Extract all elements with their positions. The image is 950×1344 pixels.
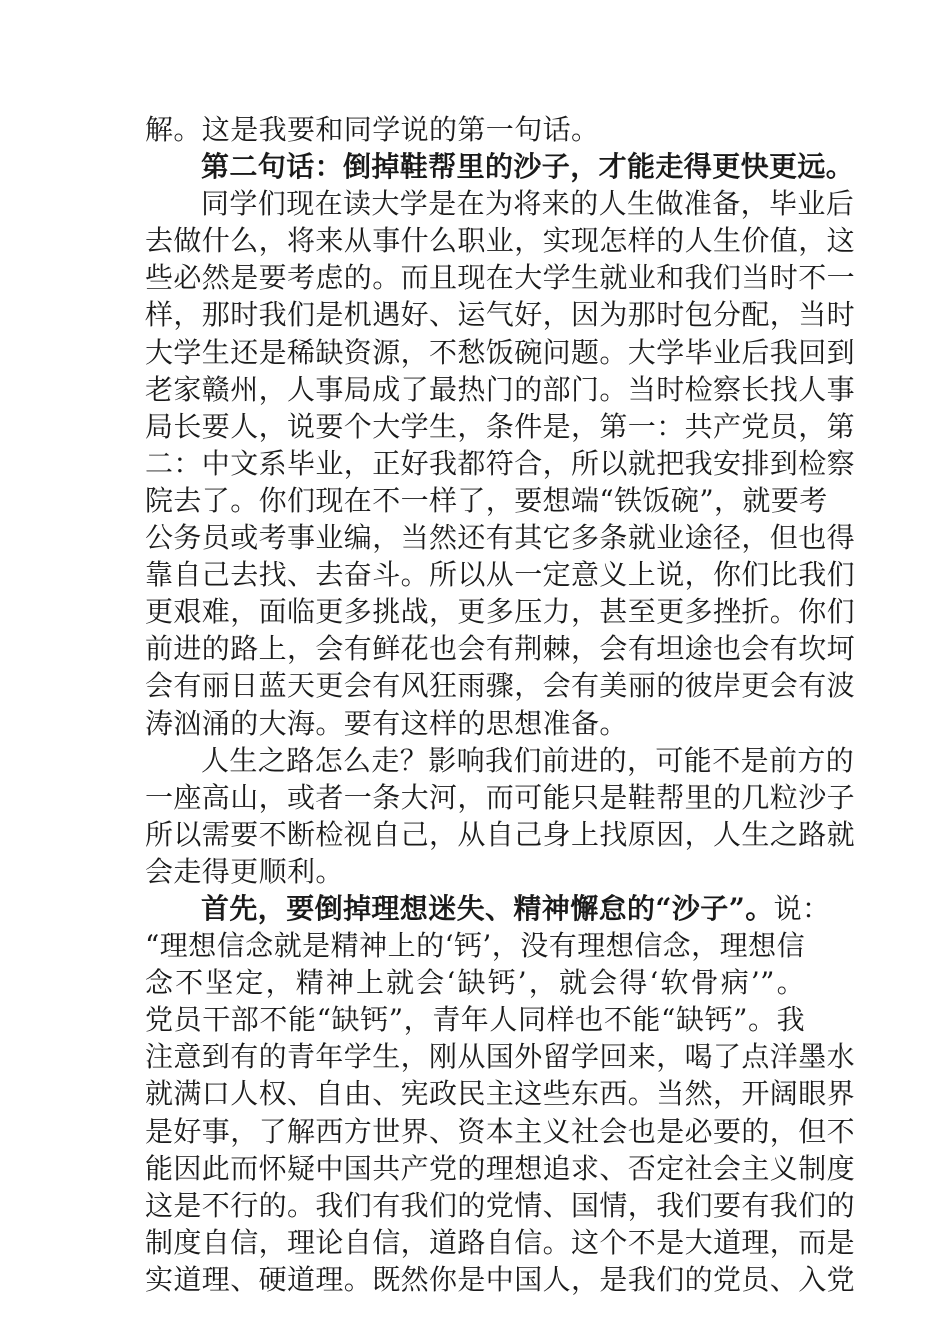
subsection-heading: 首先，要倒掉理想迷失、精神懈怠的“沙子”。 — [201, 891, 774, 925]
text-line: 这是不行的。我们有我们的党情、国情，我们要有我们的 — [145, 1188, 856, 1222]
text-line: 人生之路怎么走？影响我们前进的，可能不是前方的 — [201, 743, 855, 777]
text-line: 制度自信，理论自信，道路自信。这个不是大道理，而是 — [145, 1225, 856, 1259]
text-line: 大学生还是稀缺资源，不愁饭碗问题。大学毕业后我回到 — [145, 335, 856, 369]
text-line: 所以需要不断检视自己，从自己身上找原因，人生之路就 — [145, 817, 856, 851]
text-line — [145, 890, 831, 927]
text-line: 是好事，了解西方世界、资本主义社会也是必要的，但不 — [145, 1114, 856, 1148]
text-line: 能因此而怀疑中国共产党的理想追求、否定社会主义制度 — [145, 1151, 856, 1185]
text-line: 同学们现在读大学是在为将来的人生做准备，毕业后 — [201, 187, 855, 221]
body-text — [145, 111, 856, 1298]
text-line: 公务员或考事业编，当然还有其它多条就业途径，但也得 — [145, 521, 856, 555]
text-line: 念不坚定，精神上就会‘缺钙’，就会得‘软骨病’”。 — [145, 966, 805, 1000]
text-line: 前进的路上，会有鲜花也会有荆棘，会有坦途也会有坎坷 — [145, 632, 856, 666]
section-heading: 第二句话：倒掉鞋帮里的沙子，才能走得更快更远。 — [201, 150, 855, 184]
text-line: 些必然是要考虑的。而且现在大学生就业和我们当时不一 — [145, 261, 856, 295]
text-line: 样，那时我们是机遇好、运气好，因为那时包分配，当时 — [145, 298, 856, 332]
text-line: 会有丽日蓝天更会有风狂雨骤，会有美丽的彼岸更会有波 — [145, 669, 856, 703]
text-line: “理想信念就是精神上的‘钙’，没有理想信念，理想信 — [145, 929, 805, 963]
text-line: 就满口人权、自由、宪政民主这些东西。当然，开阔眼界 — [145, 1077, 856, 1111]
text-line: 更艰难，面临更多挑战，更多压力，甚至更多挫折。你们 — [145, 595, 856, 629]
text-line: 去做什么，将来从事什么职业，实现怎样的人生价值，这 — [145, 224, 856, 258]
text-line: 一座高山，或者一条大河，而可能只是鞋帮里的几粒沙子 — [145, 780, 856, 814]
text-line: 解。这是我要和同学说的第一句话。 — [145, 113, 600, 146]
text-line: 院去了。你们现在不一样了，要想端“铁饭碗”，就要考 — [145, 483, 828, 517]
text-line: 涛汹涌的大海。要有这样的思想准备。 — [145, 706, 628, 740]
text-line: 党员干部不能“缺钙”，青年人同样也不能“缺钙”。我 — [145, 1003, 805, 1037]
text-line: 会走得更顺利。 — [145, 854, 344, 888]
text-line: 靠自己去找、去奋斗。所以从一定意义上说，你们比我们 — [145, 558, 856, 592]
text-line: 局长要人，说要个大学生，条件是，第一：共产党员，第 — [145, 409, 856, 443]
text-line: 实道理、硬道理。既然你是中国人，是我们的党员、入党 — [145, 1262, 856, 1296]
text-line: 注意到有的青年学生，刚从国外留学回来，喝了点洋墨水 — [145, 1040, 856, 1074]
text-run: 说： — [773, 891, 831, 925]
text-line: 二：中文系毕业，正好我都符合，所以就把我安排到检察 — [145, 446, 856, 480]
text-line: 老家赣州，人事局成了最热门的部门。当时检察长找人事 — [145, 372, 856, 406]
